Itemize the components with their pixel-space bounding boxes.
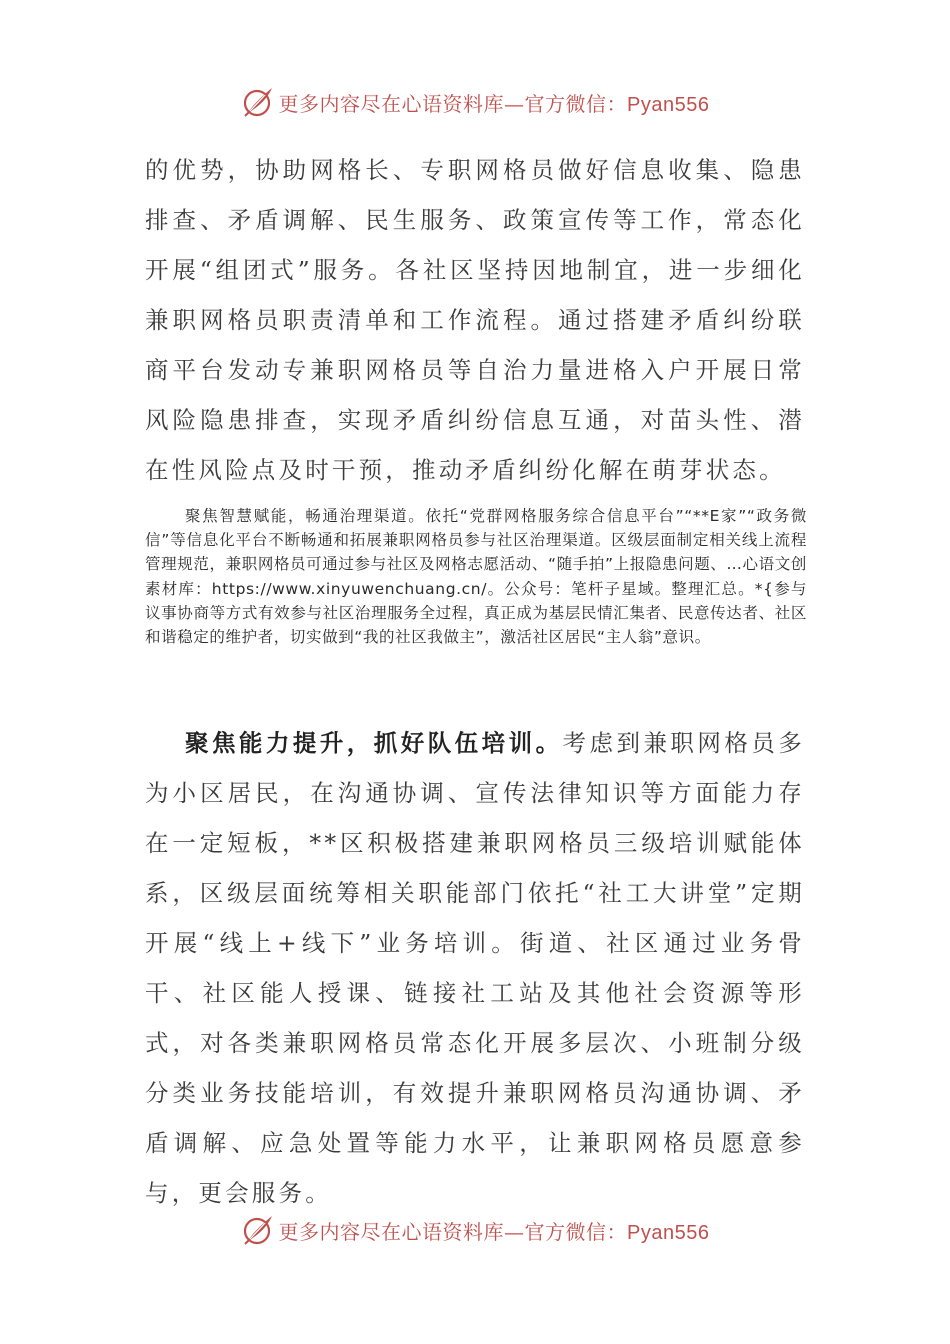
banner-text [279,1216,710,1245]
paragraph-3-bold-lead: 聚焦能力提升，抓好队伍培训。 [185,729,563,757]
banner-wechat-id: Pyan556 [627,93,710,116]
header-watermark-banner [0,82,950,122]
body-paragraph-2-small: 聚焦智慧赋能，畅通治理渠道。依托“党群网格服务综合信息平台”“**E家”“政务微信”等信息化平台不断畅通和拓展兼职网格员参与社区治理渠道。区级层面制定相关线上流程管理规范，兼职网格员可通过参与社区及网格志愿活动、“随手拍”上报隐患问题、…心语文创素材库：https://www.xinyuwenchuang.cn/。公众号：笔杆子星域。整理汇总。*{参与议事协商等方式有效参与社区治理服务全过程，真正成为基层民情汇集者、民意传达者、社区和谐稳定的维护者，切实做到“我的社区我做主”，激活社区居民“主人翁”意识。 [145,507,807,647]
quill-pen-logo-icon [241,85,275,119]
banner-wechat-id: Pyan556 [627,1221,710,1244]
body-paragraph-3 [145,718,805,1218]
body-paragraph-1: 的优势，协助网格长、专职网格员做好信息收集、隐患排查、矛盾调解、民生服务、政策宣传等工作，常态化开展“组团式”服务。各社区坚持因地制宜，进一步细化兼职网格员职责清单和工作流程。通过搭建矛盾纠纷联商平台发动专兼职网格员等自治力量进格入户开展日常风险隐患排查，实现矛盾纠纷信息互通，对苗头性、潜在性风险点及时干预，推动矛盾纠纷化解在萌芽状态。 [145,156,805,484]
banner-text [279,88,710,117]
footer-watermark-banner [0,1210,950,1250]
banner-text-cn: 更多内容尽在心语资料库—官方微信： [278,1219,628,1244]
quill-pen-logo-icon [241,1213,275,1247]
banner-text-cn: 更多内容尽在心语资料库—官方微信： [278,91,628,116]
paragraph-3-body: 考虑到兼职网格员多为小区居民，在沟通协调、宣传法律知识等方面能力存在一定短板，**区积极搭建兼职网格员三级培训赋能体系，区级层面统筹相关职能部门依托“社工大讲堂”定期开展“线上+线下”业务培训。街道、社区通过业务骨干、社区能人授课、链接社工站及其他社会资源等形式，对各类兼职网格员常态化开展多层次、小班制分级分类业务技能培训，有效提升兼职网格员沟通协调、矛盾调解、应急处置等能力水平，让兼职网格员愿意参与，更会服务。 [145,729,805,1207]
